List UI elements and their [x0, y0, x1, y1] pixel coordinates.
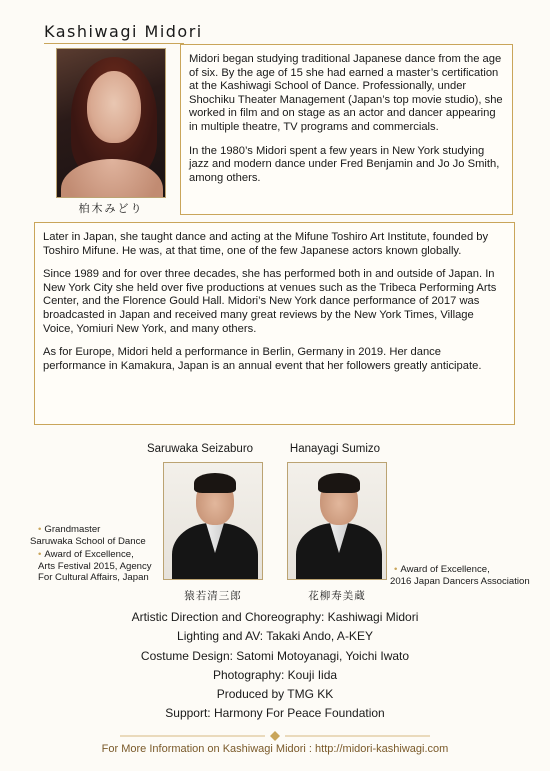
award-head: Award of Excellence,: [400, 564, 490, 575]
credit-line: Support: Harmony For Peace Foundation: [165, 706, 385, 721]
award-body: 2016 Japan Dancers Association: [390, 575, 530, 587]
midori-portrait-photo: [56, 48, 166, 198]
award-body: Arts Festival 2015, Agency: [38, 560, 152, 572]
saruwaka-portrait-photo: [163, 462, 263, 580]
bio-paragraph: In the 1980’s Midori spent a few years in New York studying jazz and modern dance under Fred Benjamin and Jo Jo Smith, among others.: [189, 144, 500, 184]
award-body: For Cultural Affairs, Japan: [38, 572, 149, 584]
credits-list: [0, 608, 550, 724]
bio-paragraph: Midori began studying traditional Japanese dance from the age of six. By the age of 15 she had earned a master’s certification at the Kashiwagi School of Dance. Professionally, under Shochiku Theater Management (Japan’s top movie studio), she worked in film and on stage as an actor and dancer appearing in multiple theatre, TV programs and commercials.: [189, 53, 503, 133]
credit-line: Lighting and AV: Takaki Ando, A-KEY: [177, 629, 373, 644]
performer-name-hanayagi: Hanayagi Sumizo: [289, 443, 381, 455]
hanayagi-portrait-photo: [287, 462, 387, 580]
footer-info: For More Information on Kashiwagi Midori : http://midori-kashiwagi.com: [101, 743, 449, 755]
bullet-icon: •: [38, 549, 42, 561]
portrait-face: [87, 71, 141, 143]
credit-line: Photography: Kouji Iida: [212, 667, 338, 682]
award-item: [24, 549, 159, 584]
hanayagi-caption: 花柳寿美蔵: [308, 590, 366, 602]
credit-line: Produced by TMG KK: [216, 687, 334, 702]
bio-box-lower: [34, 222, 515, 425]
portrait-caption: 柏木みどり: [78, 202, 144, 215]
hanayagi-awards: [388, 564, 548, 589]
bio-paragraph: Later in Japan, she taught dance and acting at the Mifune Toshiro Art Institute, founded by Toshiro Mifune. He was, at that time, one of the few Japanese actors known globally.: [43, 231, 489, 257]
credit-line: Costume Design: Satomi Motoyanagi, Yoichi Iwato: [140, 648, 410, 663]
award-item: [24, 524, 159, 547]
award-head: Award of Excellence,: [44, 549, 134, 561]
ornament-divider-icon: [120, 731, 430, 741]
bullet-icon: •: [394, 564, 398, 575]
page-title: Kashiwagi Midori: [44, 22, 203, 41]
performer-hair: [318, 473, 360, 493]
award-body: Saruwaka School of Dance: [30, 535, 146, 547]
award-head: Grandmaster: [44, 524, 101, 535]
bullet-icon: •: [38, 524, 42, 535]
saruwaka-caption: 猿若清三郎: [184, 590, 242, 602]
performer-name-saruwaka: Saruwaka Seizaburo: [146, 443, 254, 455]
bio-paragraph: Since 1989 and for over three decades, she has performed both in and outside of Japan. In New York City she held over five productions at venues such as the Tribeca Performing Arts Center, and the Florence Gould Hall. Midori’s New York dance performance of 2017 was broadcasted in Japan and received many great reviews by the New York Times, Village Voice, Yomiuri New York, and many others.: [43, 268, 497, 335]
credit-line: Artistic Direction and Choreography: Kashiwagi Midori: [131, 610, 419, 624]
title-divider: [44, 43, 184, 44]
performer-hair: [194, 473, 236, 493]
saruwaka-awards: [24, 524, 159, 586]
bio-paragraph: As for Europe, Midori held a performance in Berlin, Germany in 2019. Her dance performance in Kamakura, Japan is an annual event that her followers greatly anticipate.: [43, 346, 482, 372]
bio-box-upper: [180, 44, 513, 215]
award-item: [388, 564, 548, 587]
